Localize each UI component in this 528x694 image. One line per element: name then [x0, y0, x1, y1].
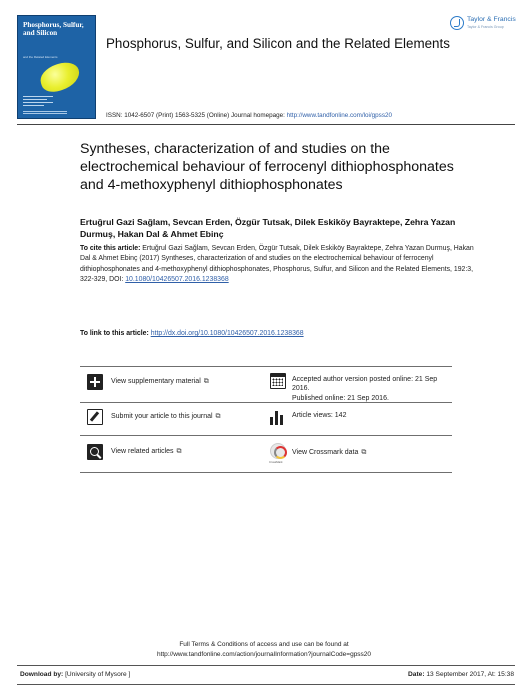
bar-chart-icon: [270, 409, 286, 425]
cover-footer-lines: [23, 109, 67, 114]
article-title: Syntheses, characterization of and studies on the electrochemical behaviour of ferrocenyl dithiophosphonates and 4-methoxyphenyl dithiophosphonates: [80, 141, 454, 193]
header-divider: [17, 124, 515, 125]
article-link-line: [80, 330, 480, 337]
citation-text: Ertuğrul Gazi Sağlam, Sevcan Erden, Özgür Tutsak, Dilek Eskiköy Bayraktepe, Zehra Yazan Durmuş, Hakan Dal & Ahmet Ebinç (2017) Syntheses, characterization of and studies on the electrochemical behaviour of ferrocenyl dithiophosphonates and 4-methoxyphenyl dithiophosphonates, Phosphorus, Sulfur, and Silicon and the Related Elements, 192:3, 322-329, DOI:: [80, 245, 474, 283]
journal-title: Phosphorus, Sulfur, and Silicon and the Related Elements: [106, 36, 450, 51]
related-label: View related articles: [111, 448, 174, 455]
journal-homepage-link[interactable]: http://www.tandfonline.com/loi/gpss20: [286, 112, 392, 119]
publisher-logo: [450, 15, 516, 35]
grid-divider-2: [80, 435, 452, 436]
terms-line-1: Full Terms & Conditions of access and use can be found at: [179, 641, 349, 648]
citation-block: [80, 244, 480, 285]
supplementary-label: View supplementary material: [111, 378, 201, 385]
external-link-icon: ⧉: [176, 448, 182, 455]
citation-doi-link[interactable]: 10.1080/10426507.2016.1238368: [125, 275, 229, 283]
grid-divider-bottom: [80, 472, 452, 473]
submit-article-link[interactable]: [87, 409, 257, 427]
article-views-text: Article views: 142: [292, 412, 347, 419]
external-link-icon: ⧉: [215, 413, 221, 420]
grid-divider-top: [80, 366, 452, 367]
publication-dates: [270, 373, 450, 401]
cover-crystal-graphic: [37, 58, 83, 95]
article-authors: Ertuğrul Gazi Sağlam, Sevcan Erden, Özgür Tutsak, Dilek Eskiköy Bayraktepe, Zehra Yazan Durmuş, Hakan Dal & Ahmet Ebinç: [80, 217, 456, 240]
article-views: [270, 409, 450, 427]
issn-line: [106, 112, 392, 119]
download-label: Download by:: [20, 671, 64, 678]
publisher-logo-icon: [450, 16, 464, 30]
download-info: [20, 671, 130, 678]
date-value: 13 September 2017, At: 15:38: [424, 671, 514, 678]
footer-divider-bottom: [17, 684, 515, 685]
external-link-icon: ⧉: [361, 449, 367, 456]
download-value: [University of Mysore ]: [63, 671, 131, 678]
view-related-articles-link[interactable]: [87, 444, 257, 462]
issn-text: ISSN: 1042-6507 (Print) 1563-5325 (Online) Journal homepage:: [106, 112, 287, 119]
article-link-label: To link to this article:: [80, 330, 151, 337]
journal-cover-image: [17, 15, 96, 119]
view-supplementary-material-link[interactable]: [87, 374, 257, 392]
terms-link[interactable]: http://www.tandfonline.com/action/journalInformation?journalCode=gpss20: [156, 650, 372, 658]
published-online-text: Published online: 21 Sep 2016.: [292, 394, 389, 402]
external-link-icon: ⧉: [203, 378, 209, 385]
publisher-name: Taylor & Francis: [467, 16, 516, 23]
crossmark-icon: [270, 443, 286, 459]
view-crossmark-link[interactable]: [270, 443, 450, 465]
terms-conditions-note: [114, 640, 414, 659]
submit-label: Submit your article to this journal: [111, 413, 213, 420]
accepted-version-text: Accepted author version posted online: 21 Sep 2016.: [292, 376, 438, 393]
footer-divider-top: [17, 665, 515, 666]
related-articles-search-icon: [87, 444, 103, 460]
cover-title: Phosphorus, Sulfur, and Silicon: [23, 21, 84, 37]
crossmark-label: View Crossmark data: [292, 449, 359, 456]
citation-label: To cite this article:: [80, 245, 143, 252]
cover-text-lines: [23, 96, 53, 108]
download-date: [408, 671, 514, 678]
date-label: Date:: [408, 671, 425, 678]
publisher-tagline: Taylor & Francis Group: [467, 25, 504, 29]
supplementary-plus-icon: [87, 374, 103, 390]
submit-pencil-icon: [87, 409, 103, 425]
calendar-icon: [270, 373, 286, 389]
article-doi-link[interactable]: http://dx.doi.org/10.1080/10426507.2016.1238368: [150, 330, 304, 337]
cover-subtitle: and the Related Elements: [23, 55, 58, 59]
